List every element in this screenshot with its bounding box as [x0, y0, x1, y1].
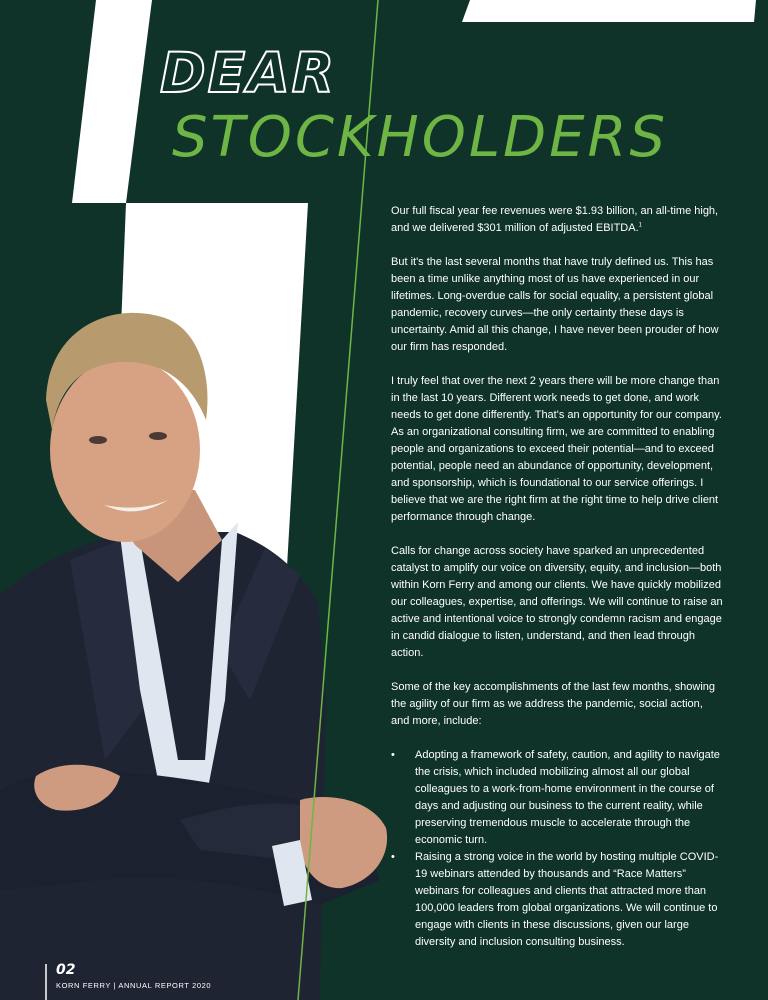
footnote-marker: 1 — [638, 222, 642, 229]
page-number: 02 — [56, 962, 76, 978]
paragraph-5: Some of the key accomplishments of the last few months, showing the agility of our firm as we address the pandemic, social action, and more, include: — [391, 681, 716, 727]
paragraph-1-text: Our full fiscal year fee revenues were $1.93 billion, an all-time high, and we delivered $301 million of adjusted EBITDA. — [391, 205, 719, 234]
title-dear: DEAR — [160, 41, 337, 105]
list-item: • Adopting a framework of safety, caution, and agility to navigate the crisis, which included mobilizing almost all our global colleagues to a work-from-home environment in the course of days and adjusting our business to the current reality, while preserving tremendous muscle to accelerate through the economic turn. — [391, 747, 723, 849]
running-footer-text: KORN FERRY | ANNUAL REPORT 2020 — [56, 981, 212, 990]
paragraph-1 — [391, 203, 723, 237]
accomplishments-list — [391, 747, 723, 951]
title-stockholders: STOCKHOLDERS — [172, 105, 669, 170]
white-stripe-top-right — [462, 0, 756, 22]
paragraph-2: But it's the last several months that have truly defined us. This has been a time unlike anything most of us have experienced in our lifetimes. Long-overdue calls for social equality, a persistent global pandemic, recovery curves—the only certainty these days is uncertainty. Amid all this change, I have never been prouder of how our firm has responded. — [391, 256, 719, 353]
list-item: • Raising a strong voice in the world by hosting multiple COVID-19 webinars attended by thousands and “Race Matters” webinars for colleagues and clients that attracted more than 100,000 leaders from global organizations. We will continue to engage with clients in these discussions, given our large diversity and inclusion consulting business. — [391, 849, 723, 951]
white-stripe-left — [72, 0, 152, 203]
paragraph-3: I truly feel that over the next 2 years there will be more change than in the last 10 years. Different work needs to get done, and work needs to get done differently. That's an opportunity for our company. As an organizational consulting firm, we are committed to enabling people and organizations to exceed their potential—and to exceed potential, people need an abundance of opportunity, development, and sponsorship, which is foundational to our service offerings. I believe that we are the right firm at the right time to help drive client performance through change. — [391, 375, 722, 523]
paragraph-4: Calls for change across society have sparked an unprecedented catalyst to amplify our voice on diversity, equity, and inclusion—both within Korn Ferry and among our clients. We have quickly mobilized our colleagues, expertise, and offerings. We will continue to raise an active and intentional voice to strongly condemn racism and engage in candid dialogue to listen, understand, and then lead through action. — [391, 545, 723, 659]
letter-body — [391, 203, 723, 951]
portrait-photo — [0, 313, 387, 1000]
